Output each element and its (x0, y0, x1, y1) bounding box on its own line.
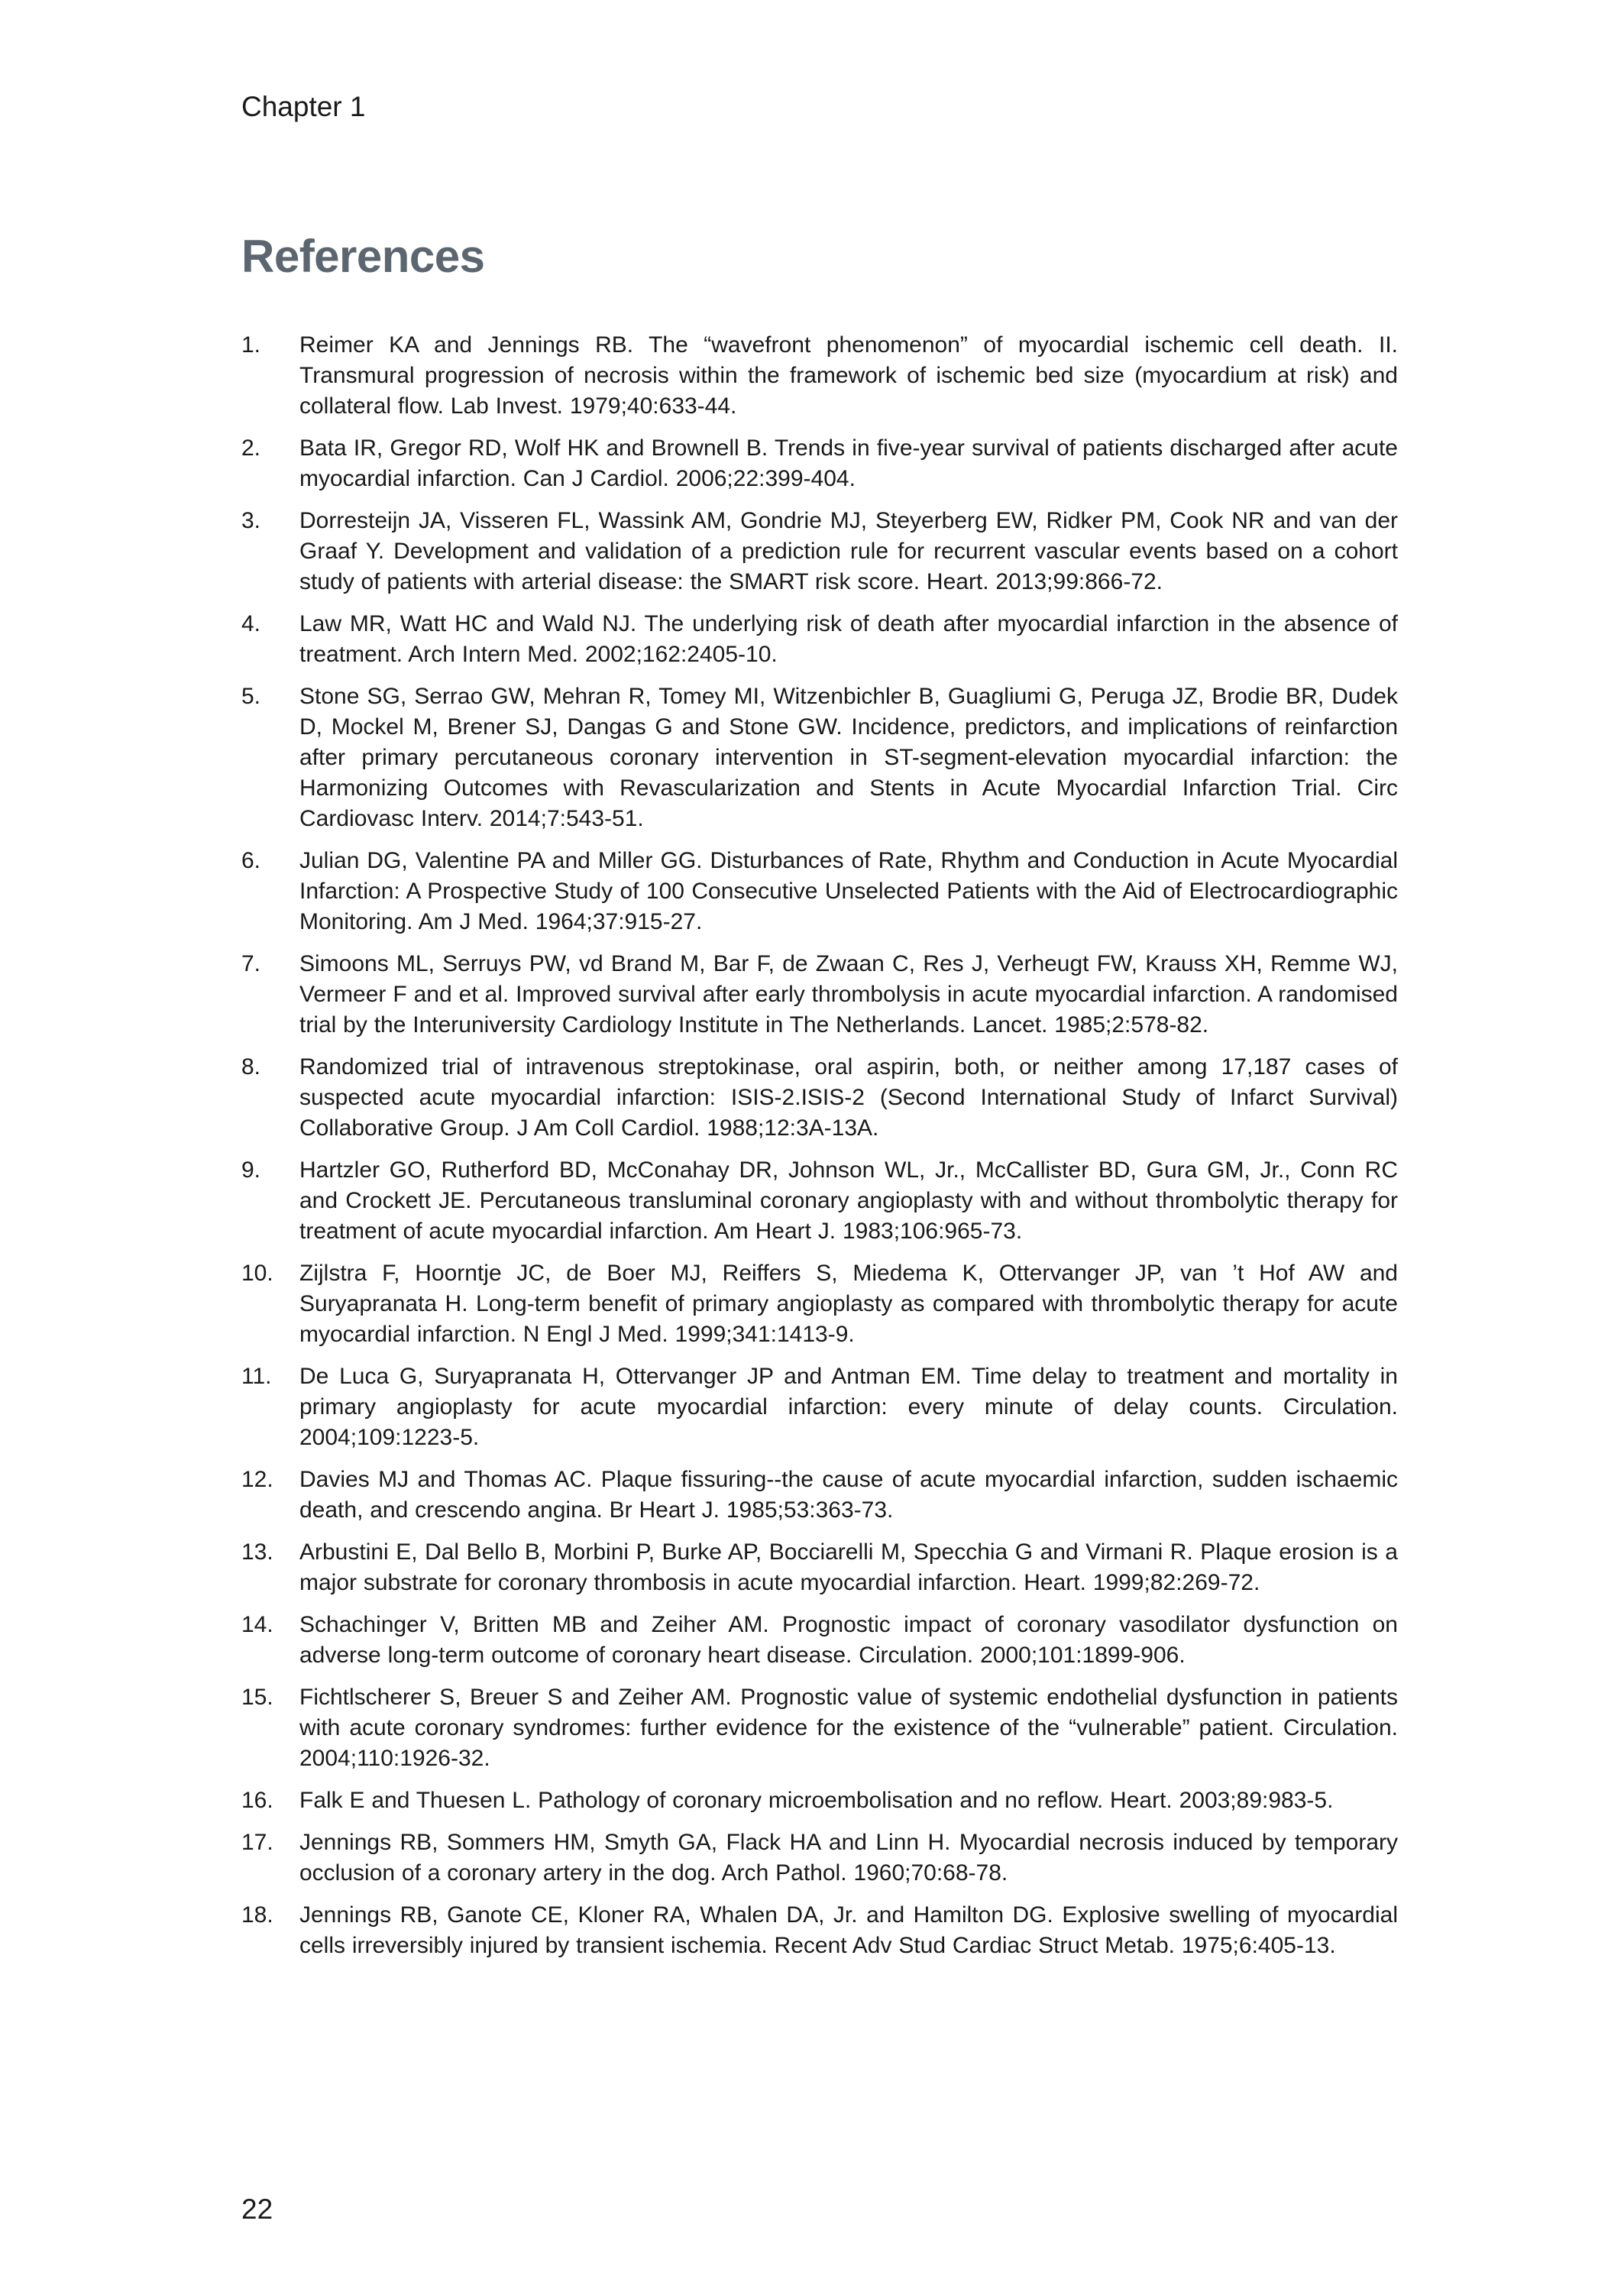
reference-item (241, 1361, 1398, 1453)
reference-number: 18. (241, 1902, 273, 1928)
reference-item (241, 846, 1398, 937)
reference-item (241, 1052, 1398, 1144)
reference-text: Simoons ML, Serruys PW, vd Brand M, Bar F, de Zwaan C, Res J, Verheugt FW, Krauss XH, Remme WJ, Vermeer F and et al. Improved survival after early thrombolysis in acute myocardial infarction. A randomised trial by the Interuniversity Cardiology Institute in The Netherlands. Lancet. 1985;2:578-82. (299, 951, 1398, 1038)
reference-item (241, 1827, 1398, 1889)
reference-item (241, 330, 1398, 422)
reference-text: Hartzler GO, Rutherford BD, McConahay DR, Johnson WL, Jr., McCallister BD, Gura GM, Jr., Conn RC and Crockett JE. Percutaneous transluminal coronary angioplasty with and without thrombolytic therapy for treatment of acute myocardial infarction. Am Heart J. 1983;106:965-73. (299, 1157, 1398, 1244)
reference-item (241, 1682, 1398, 1774)
running-head: Chapter 1 (241, 91, 366, 122)
reference-number: 7. (241, 951, 261, 976)
reference-item (241, 506, 1398, 597)
reference-number: 3. (241, 508, 261, 533)
reference-item (241, 949, 1398, 1041)
reference-number: 2. (241, 435, 261, 461)
reference-text: Falk E and Thuesen L. Pathology of coronary microembolisation and no reflow. Heart. 2003;89:983-5. (299, 1788, 1334, 1813)
reference-number: 9. (241, 1157, 261, 1183)
reference-item (241, 681, 1398, 834)
reference-list (241, 330, 1398, 1973)
reference-text: Law MR, Watt HC and Wald NJ. The underlying risk of death after myocardial infarction in the absence of treatment. Arch Intern Med. 2002;162:2405-10. (299, 611, 1398, 667)
reference-number: 11. (241, 1364, 272, 1389)
reference-item (241, 1155, 1398, 1247)
reference-text: Arbustini E, Dal Bello B, Morbini P, Burke AP, Bocciarelli M, Specchia G and Virmani R. Plaque erosion is a major substrate for coronary thrombosis in acute myocardial infarction. Heart. 1999;82:269-72. (299, 1539, 1398, 1595)
reference-item (241, 609, 1398, 670)
reference-item (241, 1465, 1398, 1526)
reference-text: Fichtlscherer S, Breuer S and Zeiher AM. Prognostic value of systemic endothelial dysfunction in patients with acute coronary syndromes: further evidence for the existence of the “vulnerable” patient. Circulation. 2004;110:1926-32. (299, 1685, 1398, 1771)
reference-item (241, 1610, 1398, 1671)
reference-text: Randomized trial of intravenous streptokinase, oral aspirin, both, or neither among 17,187 cases of suspected acute myocardial infarction: ISIS-2.ISIS-2 (Second International Study of Infarct Survival) Collaborative Group. J Am Coll Cardiol. 1988;12:3A-13A. (299, 1054, 1398, 1141)
section-title: References (241, 231, 485, 282)
reference-item (241, 433, 1398, 494)
reference-text: Jennings RB, Ganote CE, Kloner RA, Whalen DA, Jr. and Hamilton DG. Explosive swelling of myocardial cells irreversibly injured by transient ischemia. Recent Adv Stud Cardiac Struct Metab. 1975;6:405-13. (299, 1902, 1398, 1958)
reference-number: 8. (241, 1054, 261, 1080)
reference-number: 15. (241, 1685, 273, 1710)
reference-text: Jennings RB, Sommers HM, Smyth GA, Flack HA and Linn H. Myocardial necrosis induced by temporary occlusion of a coronary artery in the dog. Arch Pathol. 1960;70:68-78. (299, 1830, 1398, 1886)
reference-text: Davies MJ and Thomas AC. Plaque fissuring--the cause of acute myocardial infarction, sudden ischaemic death, and crescendo angina. Br Heart J. 1985;53:363-73. (299, 1467, 1398, 1523)
reference-number: 1. (241, 332, 261, 358)
reference-text: Dorresteijn JA, Visseren FL, Wassink AM, Gondrie MJ, Steyerberg EW, Ridker PM, Cook NR and van der Graaf Y. Development and validation of a prediction rule for recurrent vascular events based on a cohort study of patients with arterial disease: the SMART risk score. Heart. 2013;99:866-72. (299, 508, 1398, 594)
reference-text: Julian DG, Valentine PA and Miller GG. Disturbances of Rate, Rhythm and Conduction in Acute Myocardial Infarction: A Prospective Study of 100 Consecutive Unselected Patients with the Aid of Electrocardiographic Monitoring. Am J Med. 1964;37:915-27. (299, 848, 1398, 934)
reference-text: De Luca G, Suryapranata H, Ottervanger JP and Antman EM. Time delay to treatment and mortality in primary angioplasty for acute myocardial infarction: every minute of delay counts. Circulation. 2004;109:1223-5. (299, 1364, 1398, 1450)
reference-item (241, 1900, 1398, 1961)
reference-text: Schachinger V, Britten MB and Zeiher AM. Prognostic impact of coronary vasodilator dysfunction on adverse long-term outcome of coronary heart disease. Circulation. 2000;101:1899-906. (299, 1612, 1398, 1668)
reference-number: 14. (241, 1612, 273, 1637)
reference-text: Reimer KA and Jennings RB. The “wavefront phenomenon” of myocardial ischemic cell death. II. Transmural progression of necrosis within the framework of ischemic bed size (myocardium at risk) and collateral flow. Lab Invest. 1979;40:633-44. (299, 332, 1398, 419)
reference-text: Zijlstra F, Hoorntje JC, de Boer MJ, Reiffers S, Miedema K, Ottervanger JP, van ’t Hof AW and Suryapranata H. Long-term benefit of primary angioplasty as compared with thrombolytic therapy for acute myocardial infarction. N Engl J Med. 1999;341:1413-9. (299, 1261, 1398, 1347)
reference-number: 13. (241, 1539, 273, 1565)
reference-item (241, 1258, 1398, 1350)
reference-number: 4. (241, 611, 261, 636)
reference-text: Stone SG, Serrao GW, Mehran R, Tomey MI, Witzenbichler B, Guagliumi G, Peruga JZ, Brodie BR, Dudek D, Mockel M, Brener SJ, Dangas G and Stone GW. Incidence, predictors, and implications of reinfarction after primary percutaneous coronary intervention in ST-segment-elevation myocardial infarction: the Harmonizing Outcomes with Revascularization and Stents in Acute Myocardial Infarction Trial. Circ Cardiovasc Interv. 2014;7:543-51. (299, 684, 1398, 831)
reference-item (241, 1785, 1398, 1816)
reference-number: 10. (241, 1261, 273, 1286)
reference-number: 12. (241, 1467, 273, 1492)
reference-number: 5. (241, 684, 261, 709)
reference-number: 6. (241, 848, 261, 873)
reference-text: Bata IR, Gregor RD, Wolf HK and Brownell B. Trends in five-year survival of patients discharged after acute myocardial infarction. Can J Cardiol. 2006;22:399-404. (299, 435, 1398, 491)
reference-number: 16. (241, 1788, 273, 1813)
page-number: 22 (241, 2193, 273, 2225)
reference-item (241, 1537, 1398, 1598)
reference-number: 17. (241, 1830, 273, 1855)
